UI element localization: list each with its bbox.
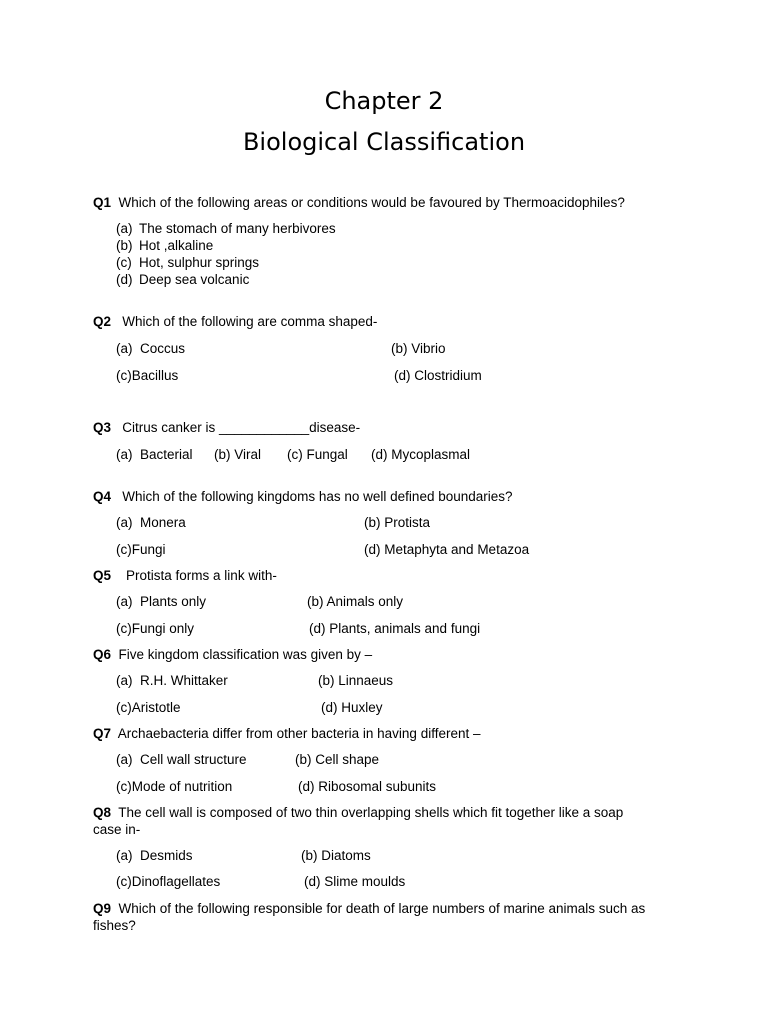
option-d: (d) Slime moulds [304,874,406,889]
option-c: (c) Fungal [287,447,348,462]
option-d: (d) Metaphyta and Metazoa [364,542,530,557]
option-a: (a) Coccus [116,341,186,356]
option-b: (b) Vibrio [391,341,446,356]
option-label: (c) [116,255,132,270]
option-c: (c)Mode of nutrition [116,779,233,794]
option-label: (d) [116,272,133,287]
question-text-continued: case in- [93,822,141,837]
question-6 [93,646,372,663]
option-d: (d) Ribosomal subunits [298,779,437,794]
option-b: (b) Linnaeus [318,673,394,688]
option-c: (c)Fungi [116,542,166,557]
option-label: (b) [116,238,133,253]
question-text-continued: fishes? [93,918,136,933]
option-a: (a) Bacterial [116,447,193,462]
option-c: (c)Fungi only [116,621,195,636]
option-text: Hot, sulphur springs [139,255,260,270]
question-text: Archaebacteria differ from other bacteria in having different – [117,726,481,741]
question-7 [93,725,481,742]
question-text: Which of the following responsible for death of large numbers of marine animals such as [118,901,646,916]
option-a: (a) Desmids [116,848,193,863]
chapter-number: Chapter 2 [324,87,444,115]
option-c: (c)Aristotle [116,700,181,715]
question-text: Which of the following areas or conditions would be favoured by Thermoacidophiles? [118,195,625,210]
question-number: Q3 [93,420,112,435]
option-b: (b) Protista [364,515,431,530]
question-2 [93,313,377,330]
question-text: Citrus canker is ____________disease- [122,420,361,435]
option-b: (b) Viral [214,447,262,462]
page-title: Biological Classification [242,128,526,156]
option-c: (c)Dinoflagellates [116,874,221,889]
option-a: (a) Plants only [116,594,207,609]
option-d: (d) Plants, animals and fungi [309,621,481,636]
option-text: Deep sea volcanic [139,272,250,287]
question-number: Q9 [93,901,112,916]
question-text: Five kingdom classification was given by – [118,647,373,662]
question-4 [93,488,513,505]
question-text: The cell wall is composed of two thin overlapping shells which fit together like a soap [118,805,624,820]
option-d: (d) Huxley [321,700,383,715]
option-text: Hot ,alkaline [139,238,214,253]
option-text: The stomach of many herbivores [139,221,336,236]
question-text: Protista forms a link with- [126,568,277,583]
option-b: (b) Diatoms [301,848,371,863]
question-number: Q2 [93,314,112,329]
question-number: Q7 [93,726,112,741]
option-a: (a) Monera [116,515,186,530]
question-8 [93,804,623,821]
question-text: Which of the following are comma shaped- [122,314,378,329]
question-number: Q4 [93,489,112,504]
question-3 [93,419,360,436]
option-d: (d) Clostridium [394,368,482,383]
option-d: (d) Mycoplasmal [371,447,471,462]
option-label: (a) [116,221,133,236]
question-1 [93,194,625,211]
option-c: (c)Bacillus [116,368,179,383]
question-number: Q6 [93,647,112,662]
option-a: (a) Cell wall structure [116,752,247,767]
question-5 [93,567,277,584]
question-number: Q1 [93,195,112,210]
question-text: Which of the following kingdoms has no well defined boundaries? [122,489,513,504]
question-number: Q5 [93,568,112,583]
question-9 [93,900,645,917]
option-b: (b) Animals only [307,594,404,609]
question-number: Q8 [93,805,112,820]
option-b: (b) Cell shape [295,752,380,767]
option-a: (a) R.H. Whittaker [116,673,228,688]
